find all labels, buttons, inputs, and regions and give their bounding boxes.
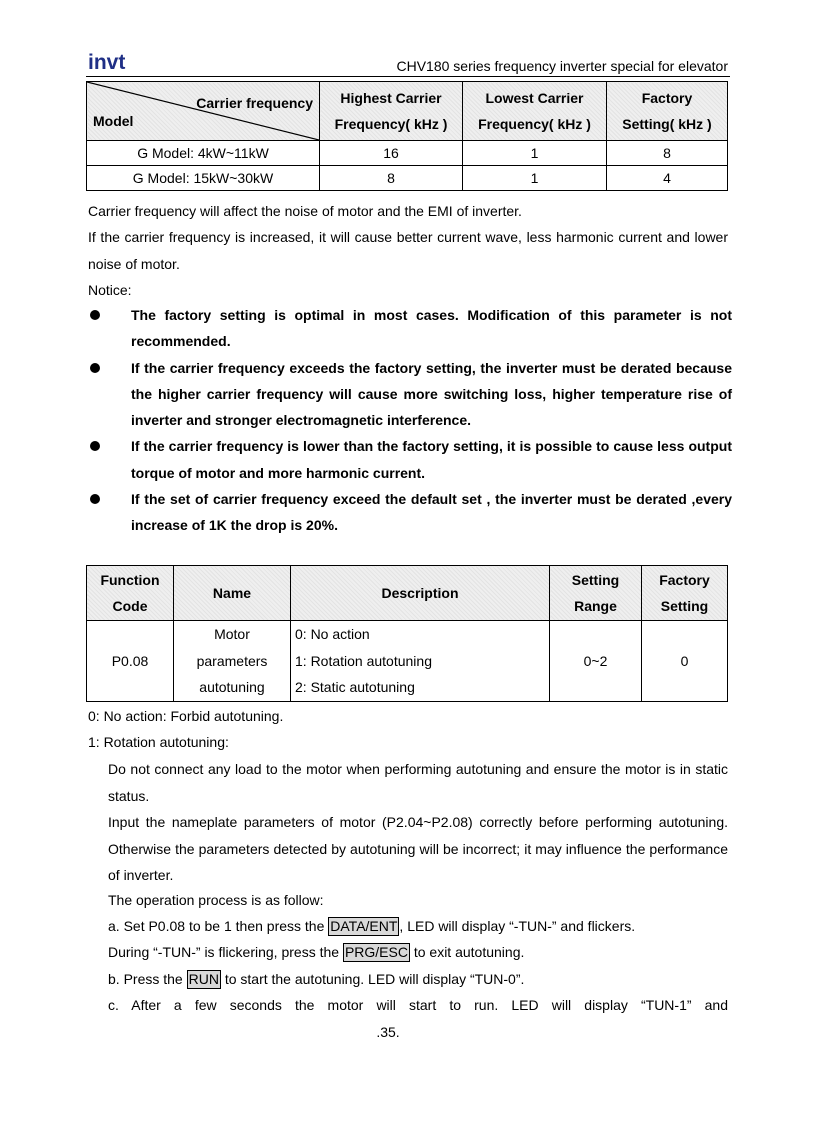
- bullet-text: If the carrier frequency exceeds the factory setting, the inverter must be derated because the higher carrier frequency will cause more switching loss, higher temperature rise of inverter and stronger electromagnetic interference.: [131, 359, 732, 429]
- paragraph-operation-process: The operation process is as follow:: [108, 892, 324, 908]
- table-row: [87, 166, 728, 191]
- paragraph-carrier-increase: If the carrier frequency is increased, it will cause better current wave, less harmonic current and lower noise of motor.: [88, 229, 728, 272]
- header-line: Setting: [660, 598, 709, 614]
- bullet-item: [88, 355, 732, 434]
- step-text: to exit autotuning.: [409, 944, 525, 960]
- cell-factory: 8: [607, 141, 728, 166]
- cell-highest: 16: [320, 141, 463, 166]
- cell-factory-setting: 0: [642, 621, 728, 702]
- header-function-code: [87, 566, 174, 621]
- step-text: to start the autotuning. LED will display “TUN-0”.: [220, 971, 525, 987]
- description-line: 1: Rotation autotuning: [295, 652, 432, 669]
- prg-esc-key: PRG/ESC: [344, 944, 408, 960]
- header-line: Highest Carrier: [340, 90, 442, 106]
- bullet-text: The factory setting is optimal in most cases. Modification of this parameter is not recommended.: [131, 307, 732, 350]
- cell-highest: 8: [320, 166, 463, 191]
- cell-lowest: 1: [463, 141, 607, 166]
- rotation-autotuning-line: 1: Rotation autotuning:: [88, 734, 229, 750]
- paragraph-nameplate: Input the nameplate parameters of motor (P2.04~P2.08) correctly before performing autotuning. Otherwise the parameters detected by autotuning will be incorrect; it may influence the performance of inverter.: [108, 814, 728, 883]
- header-line: Setting: [571, 572, 620, 588]
- cell-factory: 4: [607, 166, 728, 191]
- header-line: Factory: [641, 90, 693, 106]
- diagonal-header-cell: [87, 82, 320, 141]
- carrier-frequency-table: [86, 81, 728, 191]
- header-line: Lowest Carrier: [485, 90, 584, 106]
- bullet-text: If the set of carrier frequency exceed the default set , the inverter must be derated ,every increase of 1K the drop is 20%.: [131, 491, 732, 534]
- header-setting-range: [550, 566, 642, 621]
- name-line: parameters: [196, 652, 268, 669]
- bullet-dot-icon: [90, 310, 100, 320]
- bullet-dot-icon: [90, 494, 100, 504]
- header-carrier-frequency: Carrier frequency: [196, 95, 313, 111]
- header-line: Factory: [659, 572, 710, 588]
- invt-logo: invt: [88, 51, 126, 74]
- cell-model: G Model: 15kW~30kW: [87, 166, 320, 191]
- step-text: b. Press the: [108, 971, 187, 987]
- step-text: , LED will display “-TUN-” and flickers.: [399, 918, 636, 934]
- header-line: Code: [112, 598, 148, 614]
- bullet-item: [88, 486, 732, 539]
- data-ent-key: DATA/ENT: [330, 918, 398, 934]
- step-text: During “-TUN-” is flickering, press the: [108, 944, 343, 960]
- description-line: 0: No action: [295, 626, 370, 642]
- notice-bullet-list: [88, 302, 732, 539]
- table-row: [87, 141, 728, 166]
- cell-description: [291, 621, 550, 702]
- paragraph-carrier-effect: Carrier frequency will affect the noise of motor and the EMI of inverter.: [88, 203, 522, 219]
- header-line: Frequency( kHz ): [334, 116, 448, 132]
- cell-model: G Model: 4kW~11kW: [87, 141, 320, 166]
- header-description: Description: [291, 566, 550, 621]
- header-highest-carrier: [320, 82, 463, 141]
- name-line: autotuning: [199, 679, 265, 695]
- bullet-text: If the carrier frequency is lower than the factory setting, it is possible to cause less output torque of motor and more harmonic current.: [131, 438, 732, 481]
- table-header-row: [87, 566, 728, 621]
- cell-function-code: P0.08: [87, 621, 174, 702]
- header-line: Setting( kHz ): [622, 116, 712, 132]
- header-name: Name: [174, 566, 291, 621]
- bullet-item: [88, 433, 732, 486]
- paragraph-no-load: Do not connect any load to the motor when performing autotuning and ensure the motor is in static status.: [108, 761, 728, 804]
- page-number: .35.: [376, 1024, 400, 1040]
- bullet-dot-icon: [90, 441, 100, 451]
- notice-label: Notice:: [88, 282, 132, 298]
- name-line: Motor: [214, 626, 250, 642]
- step-a-continued-line: [108, 939, 728, 966]
- step-text: a. Set P0.08 to be 1 then press the: [108, 918, 329, 934]
- header-factory-setting: [642, 566, 728, 621]
- header-lowest-carrier: [463, 82, 607, 141]
- header-line: Range: [574, 598, 617, 614]
- cell-lowest: 1: [463, 166, 607, 191]
- cell-name: [174, 621, 291, 702]
- header-model: Model: [93, 113, 134, 129]
- header-title: CHV180 series frequency inverter special for elevator: [396, 58, 728, 74]
- header-factory-setting: [607, 82, 728, 141]
- cell-setting-range: 0~2: [550, 621, 642, 702]
- step-a-line: [108, 913, 728, 940]
- bullet-item: [88, 302, 732, 355]
- bullet-dot-icon: [90, 363, 100, 373]
- table-header-row: [87, 82, 728, 141]
- no-action-line: 0: No action: Forbid autotuning.: [88, 708, 284, 724]
- function-code-table: [86, 565, 728, 702]
- table-row: [87, 621, 728, 702]
- description-line: 2: Static autotuning: [295, 679, 415, 695]
- step-b-line: [108, 966, 728, 993]
- header-line: Function: [100, 572, 160, 588]
- header-divider: [86, 76, 730, 77]
- step-c-line: c. After a few seconds the motor will start to run. LED will display “TUN-1” and: [108, 997, 728, 1013]
- run-key: RUN: [188, 971, 219, 987]
- header-line: Frequency( kHz ): [478, 116, 591, 132]
